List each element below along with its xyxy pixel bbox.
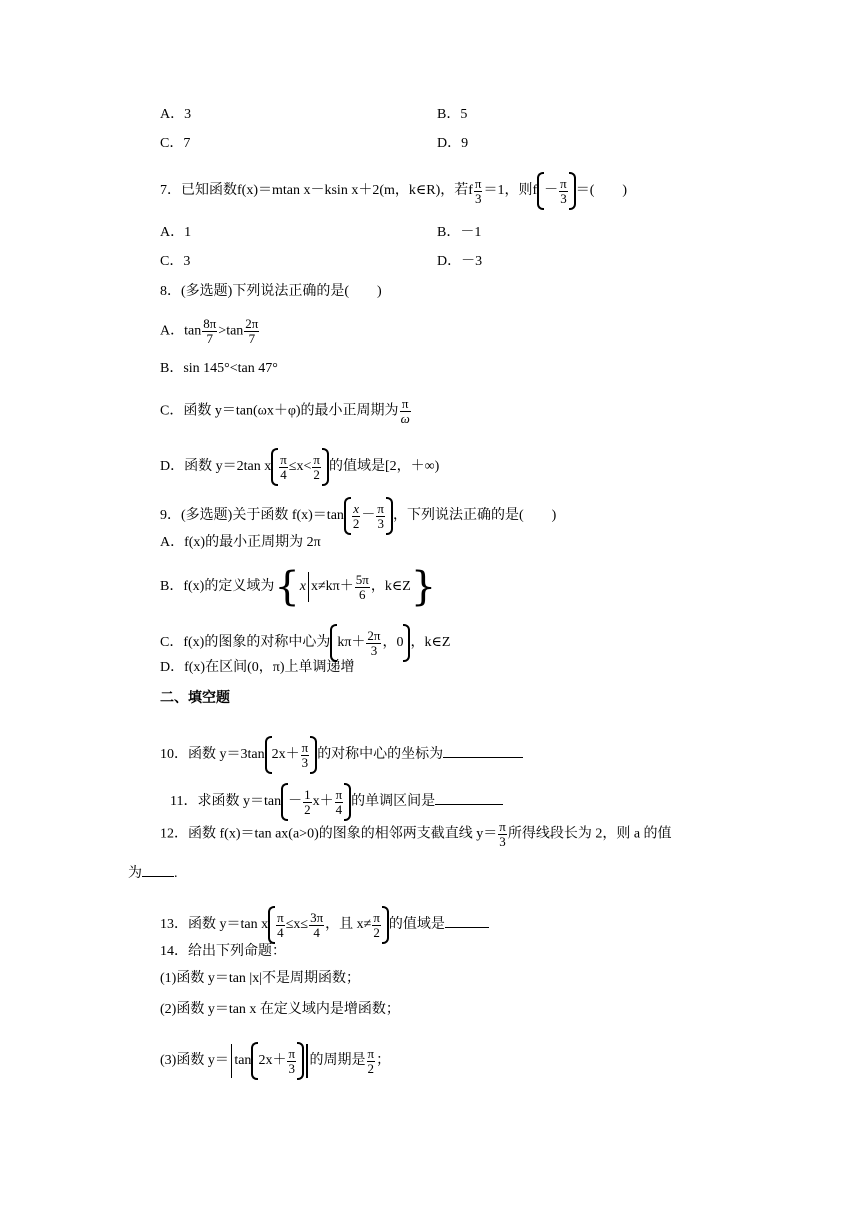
fraction: $\frac{x}{2}$ — [352, 500, 360, 531]
q9-option-b: B．f(x)的定义域为{x x≠kπ＋ $\frac{5\pi}{6}$ ，k∈Z} — [160, 564, 437, 610]
parenthesized-expression: 2x＋ $\frac{\pi}{3}$ — [251, 1042, 304, 1080]
question-7: 7．已知函数f(x)＝mtan x－ksin x＋2(m，k∈R)，若f $\frac{\pi}{3}$ ＝1，则f － $\frac{\pi}{3}$ ＝( ) — [160, 172, 627, 210]
q6-option-a: A．3 — [160, 107, 192, 122]
bracket — [386, 497, 393, 535]
fraction: $\frac{8\pi}{7}$ — [203, 316, 217, 346]
bracket — [265, 736, 272, 774]
q6-option-b: B．5 — [437, 107, 468, 122]
section-heading: 二、填空题 — [160, 690, 230, 706]
fraction: $\frac{\pi}{3}$ — [377, 500, 384, 531]
fraction: $\frac{\pi}{3}$ — [560, 175, 567, 206]
question-12-line1: 12．函数 f(x)＝tan ax(a>0)的图象的相邻两支截直线 y＝ $\frac{\pi}{3}$ 所得线段长为 2，则 a 的值 — [160, 819, 672, 849]
fraction-pi-over-3: $\frac{\pi}{3}$ — [474, 175, 482, 206]
q8-option-b: B．sin 145°<tan 47° — [160, 361, 278, 376]
q6-option-d: D．9 — [437, 136, 469, 151]
question-14-stem: 14．给出下列命题： — [160, 944, 286, 959]
bracket — [297, 1042, 304, 1080]
parenthesized-expression: － $\frac{\pi}{3}$ — [537, 172, 576, 210]
fraction: $\frac{3\pi}{4}$ — [310, 909, 324, 940]
bracket — [537, 172, 544, 210]
parenthesized-expression: kπ＋ $\frac{2\pi}{3}$ ，0 — [330, 624, 410, 662]
bracket — [569, 172, 576, 210]
bracket — [271, 448, 278, 486]
q6-option-c: C．7 — [160, 136, 191, 151]
bracket — [251, 1042, 258, 1080]
fraction: $\frac{\pi}{4}$ — [277, 909, 284, 940]
fraction: $\frac{\pi}{\omega}$ — [400, 396, 410, 426]
parenthesized-expression: 2x＋ $\frac{\pi}{3}$ — [265, 736, 318, 774]
question-8-stem: 8．(多选题)下列说法正确的是( ) — [160, 284, 382, 299]
question-11: 11．求函数 y＝tan － $\frac{1}{2}$ x＋ $\frac{\pi}{4}$ 的单调区间是 — [170, 783, 503, 821]
fraction: $\frac{1}{2}$ — [304, 786, 311, 817]
question-9-stem: 9．(多选题)关于函数 f(x)＝tan $\frac{x}{2}$ － $\frac{\pi}{3}$ ，下列说法正确的是( ) — [160, 497, 556, 535]
fraction: $\frac{\pi}{2}$ — [313, 451, 320, 482]
q14-item-3: (3)函数 y＝ tan 2x＋ $\frac{\pi}{3}$ 的周期是 $\frac{\pi}{2}$ ； — [160, 1042, 390, 1080]
q8-option-d: D．函数 y＝2tan x $\frac{\pi}{4}$ ≤x< $\frac{\pi}{2}$ 的值域是[2，＋∞) — [160, 448, 439, 486]
fraction: $\frac{\pi}{3}$ — [301, 739, 309, 770]
fraction: $\frac{2\pi}{3}$ — [367, 627, 381, 658]
q14-item-2: (2)函数 y＝tan x 在定义域内是增函数； — [160, 1002, 400, 1017]
fraction: $\frac{\pi}{3}$ — [288, 1045, 296, 1076]
answer-blank[interactable] — [443, 743, 523, 758]
bracket — [382, 906, 389, 944]
bracket — [344, 497, 351, 535]
fraction: $\frac{\pi}{2}$ — [373, 909, 380, 940]
bracket — [322, 448, 329, 486]
question-13: 13．函数 y＝tan x $\frac{\pi}{4}$ ≤x≤ $\frac{3\pi}{4}$ ，且 x≠ $\frac{\pi}{2}$ 的值域是 — [160, 906, 489, 944]
fraction: $\frac{\pi}{4}$ — [280, 451, 287, 482]
bracket — [330, 624, 337, 662]
q9-option-a: A．f(x)的最小正周期为 2π — [160, 535, 321, 550]
fraction: $\frac{\pi}{3}$ — [499, 819, 506, 849]
q9-option-d: D．f(x)在区间(0，π)上单调递增 — [160, 660, 355, 675]
fraction: $\frac{2\pi}{7}$ — [245, 316, 259, 346]
q7-option-d: D．－3 — [437, 254, 483, 269]
answer-blank[interactable] — [445, 913, 489, 928]
q7-option-b: B．－1 — [437, 225, 482, 240]
q9-option-c: C．f(x)的图象的对称中心为 kπ＋ $\frac{2\pi}{3}$ ，0 ，k∈Z — [160, 624, 450, 662]
bracket — [281, 783, 288, 821]
parenthesized-expression: $\frac{x}{2}$ － $\frac{\pi}{3}$ — [344, 497, 393, 535]
parenthesized-expression: $\frac{\pi}{4}$ ≤x≤ $\frac{3\pi}{4}$ ，且 x≠ $\frac{\pi}{2}$ — [268, 906, 389, 944]
bracket — [268, 906, 275, 944]
q8-option-a: A．tan $\frac{8\pi}{7}$ >tan $\frac{2\pi}{7}$ — [160, 316, 259, 346]
question-12-line2: 为 . — [128, 862, 178, 883]
parenthesized-expression: $\frac{\pi}{4}$ ≤x< $\frac{\pi}{2}$ — [271, 448, 329, 486]
fraction: $\frac{5\pi}{6}$ — [355, 571, 369, 602]
q7-option-a: A．1 — [160, 225, 192, 240]
answer-blank[interactable] — [435, 790, 503, 805]
parenthesized-expression: － $\frac{1}{2}$ x＋ $\frac{\pi}{4}$ — [281, 783, 351, 821]
q7-option-c: C．3 — [160, 254, 191, 269]
answer-blank[interactable] — [142, 862, 174, 877]
q14-item-1: (1)函数 y＝tan |x|不是周期函数； — [160, 971, 361, 986]
question-10: 10．函数 y＝3tan 2x＋ $\frac{\pi}{3}$ 的对称中心的坐标为 — [160, 736, 523, 774]
fraction: $\frac{\pi}{2}$ — [367, 1045, 375, 1076]
q8-option-c: C．函数 y＝tan(ωx＋φ)的最小正周期为 $\frac{\pi}{\omega}$ — [160, 396, 410, 426]
fraction: $\frac{\pi}{4}$ — [335, 786, 343, 817]
